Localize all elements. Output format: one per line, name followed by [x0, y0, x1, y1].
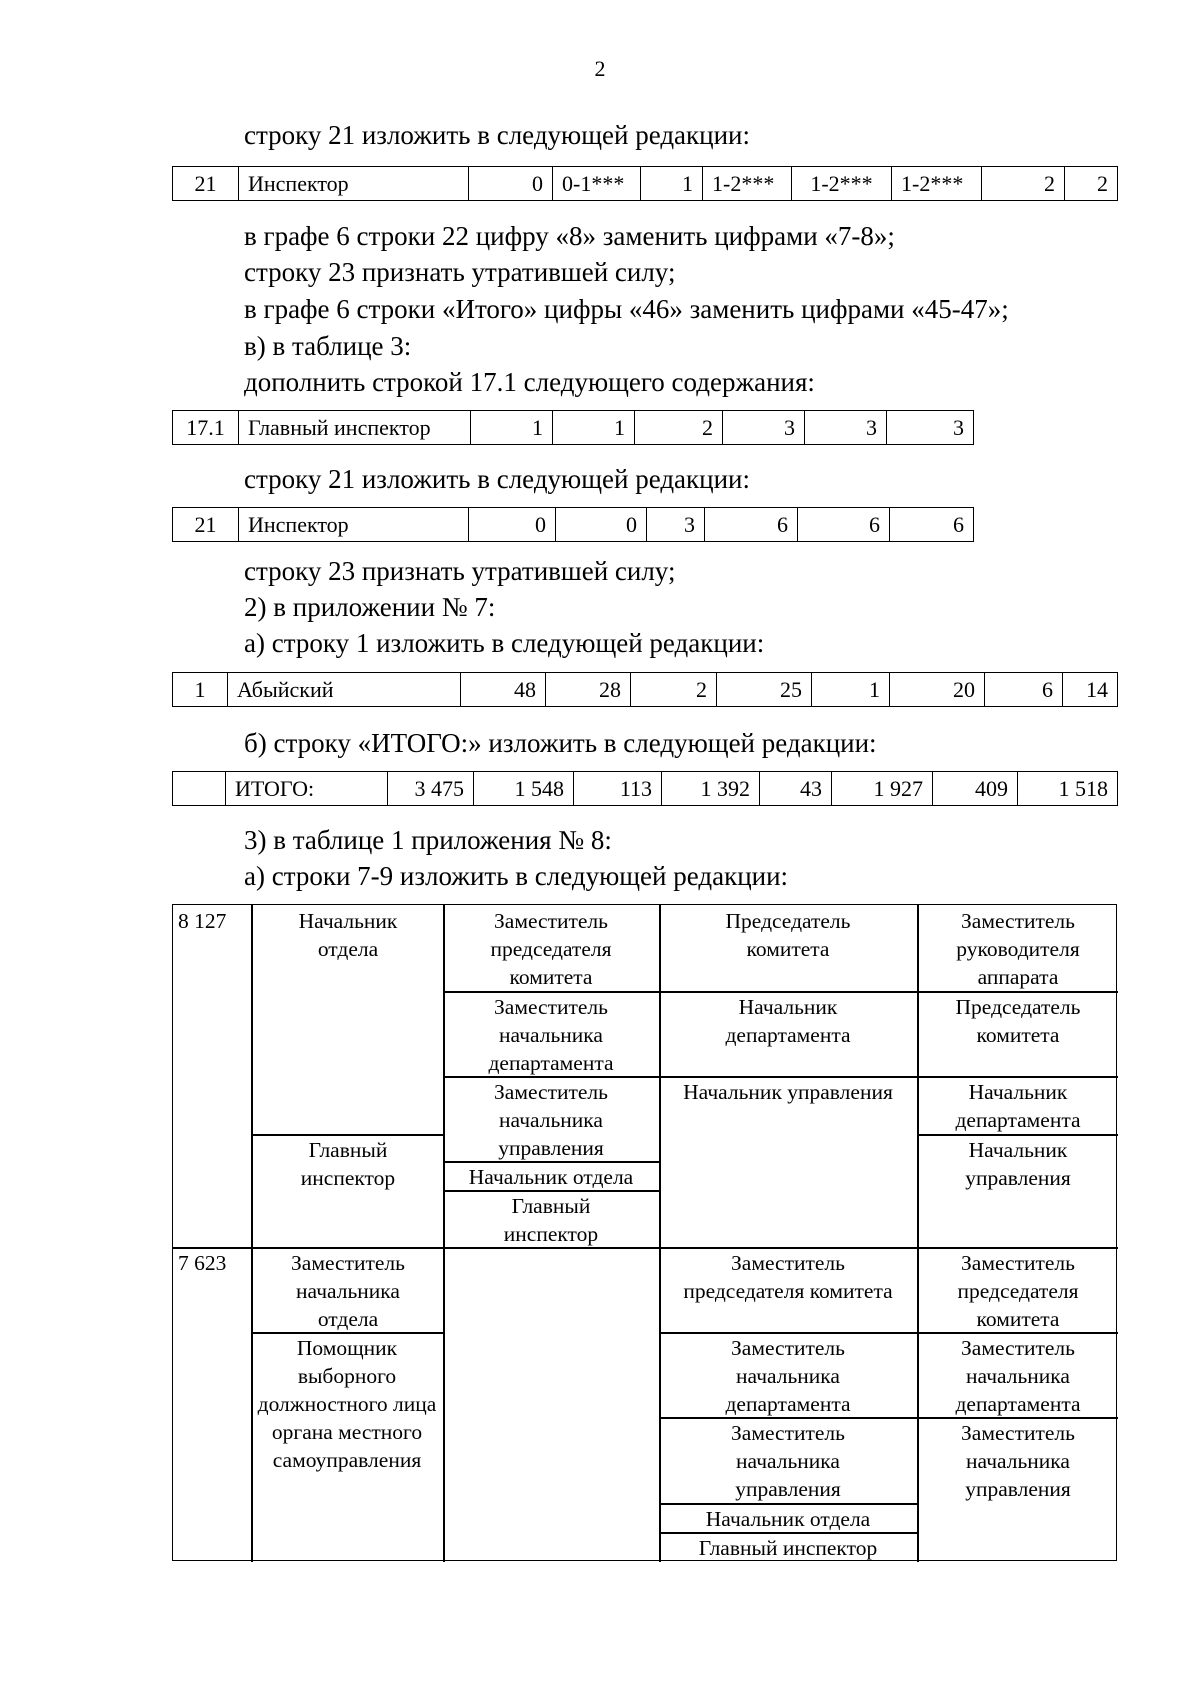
cell-text: Заместитель начальника управления: [494, 1080, 608, 1160]
cell: 1: [641, 167, 703, 201]
row-number: 8 127: [178, 909, 227, 933]
row-number: 7 623: [178, 1251, 227, 1275]
cell: 3: [805, 411, 887, 445]
divider: [251, 905, 253, 1562]
paragraph: дополнить строкой 17.1 следующего содержания:: [244, 367, 815, 397]
cell-text: Начальник отдела: [705, 1507, 871, 1531]
paragraph: а) строки 7-9 изложить в следующей редакции:: [244, 861, 789, 891]
positions-table: [172, 904, 1117, 1561]
cell: 48: [461, 673, 546, 707]
cell: 3: [647, 508, 705, 542]
cell: 1-2***: [703, 167, 792, 201]
cell: 6: [705, 508, 798, 542]
cell: [173, 772, 226, 806]
cell-text: Заместитель начальника отдела: [291, 1251, 405, 1331]
cell-text: Заместитель начальника управления: [961, 1421, 1075, 1501]
cell-text: Начальник отдела: [468, 1165, 634, 1189]
cell: 2: [631, 673, 717, 707]
paragraph: строку 21 изложить в следующей редакции:: [244, 464, 751, 494]
paragraph: в графе 6 строки «Итого» цифры «46» заменить цифрами «45-47»;: [244, 294, 1009, 324]
cell: 21: [173, 167, 239, 201]
cell: 0: [469, 167, 553, 201]
cell: 0-1***: [553, 167, 641, 201]
cell: 1: [553, 411, 635, 445]
cell-text: Заместитель начальника управления: [731, 1421, 845, 1501]
divider: [443, 905, 445, 1562]
paragraph: строку 23 признать утратившей силу;: [244, 556, 676, 586]
paragraph: в графе 6 строки 22 цифру «8» заменить цифрами «7-8»;: [244, 221, 895, 251]
cell: ИТОГО:: [226, 772, 388, 806]
cell: 1 392: [662, 772, 760, 806]
paragraph: 3) в таблице 1 приложения № 8:: [244, 825, 612, 855]
cell-text: Помощник выборного должностного лица органа местного самоуправления: [257, 1336, 437, 1472]
table-row-abyisky: [172, 672, 1118, 707]
cell: 1 518: [1018, 772, 1118, 806]
table-row-21-b: [172, 507, 974, 542]
cell: 0: [556, 508, 647, 542]
cell-text: Главный инспектор: [300, 1138, 396, 1190]
paragraph: строку 23 признать утратившей силу;: [244, 257, 676, 287]
cell: Инспектор: [239, 167, 469, 201]
cell-text: Начальник управления: [965, 1138, 1071, 1190]
cell: 1: [812, 673, 890, 707]
cell: 6: [798, 508, 890, 542]
cell: 1 927: [832, 772, 933, 806]
cell: Инспектор: [239, 508, 469, 542]
cell: Абыйский: [228, 673, 461, 707]
cell-text: Председатель комитета: [725, 909, 851, 961]
cell-text: Заместитель руководителя аппарата: [956, 909, 1080, 989]
cell: Главный инспектор: [239, 411, 471, 445]
cell: 0: [469, 508, 556, 542]
cell-text: Заместитель начальника департамента: [955, 1336, 1081, 1416]
cell: 1: [471, 411, 553, 445]
cell: 1: [173, 673, 228, 707]
paragraph: 2) в приложении № 7:: [244, 592, 496, 622]
cell: 1 548: [474, 772, 574, 806]
cell-text: Начальник отдела: [298, 909, 398, 961]
cell: 1-2***: [892, 167, 982, 201]
cell: 113: [574, 772, 662, 806]
cell-text: Заместитель начальника департамента: [488, 995, 614, 1075]
cell-text: Заместитель председателя комитета: [957, 1251, 1079, 1331]
cell: 20: [890, 673, 985, 707]
cell-text: Начальник управления: [683, 1080, 893, 1104]
cell: 2: [1065, 167, 1118, 201]
cell-text: Председатель комитета: [955, 995, 1081, 1047]
paragraph: б) строку «ИТОГО:» изложить в следующей редакции:: [244, 728, 877, 758]
paragraph: в) в таблице 3:: [244, 331, 412, 361]
table-row-itogo: [172, 771, 1118, 806]
cell-text: Заместитель председателя комитета: [683, 1251, 893, 1303]
cell-text: Заместитель председателя комитета: [490, 909, 612, 989]
cell: 17.1: [173, 411, 239, 445]
paragraph: строку 21 изложить в следующей редакции:: [244, 120, 751, 150]
cell: 6: [985, 673, 1063, 707]
cell-text: Заместитель начальника департамента: [725, 1336, 851, 1416]
table-row-17-1: [172, 410, 974, 445]
divider: [659, 1247, 661, 1562]
paragraph: а) строку 1 изложить в следующей редакции:: [244, 628, 765, 658]
cell: 409: [933, 772, 1018, 806]
cell: 21: [173, 508, 239, 542]
cell: 1-2***: [792, 167, 892, 201]
cell: 3: [723, 411, 805, 445]
divider: [917, 905, 919, 1562]
cell-text: Начальник департамента: [725, 995, 851, 1047]
cell-text: Главный инспектор: [503, 1194, 599, 1246]
cell: 14: [1063, 673, 1118, 707]
cell: 6: [890, 508, 974, 542]
cell: 3 475: [388, 772, 474, 806]
cell: 2: [635, 411, 723, 445]
page-number: 2: [594, 56, 606, 81]
cell: 2: [982, 167, 1065, 201]
cell-text: Главный инспектор: [698, 1536, 878, 1560]
table-row-21-a: [172, 166, 1118, 201]
cell: 28: [546, 673, 631, 707]
cell-text: Начальник департамента: [955, 1080, 1081, 1132]
cell: 25: [717, 673, 812, 707]
cell: 43: [760, 772, 832, 806]
cell: 3: [887, 411, 974, 445]
